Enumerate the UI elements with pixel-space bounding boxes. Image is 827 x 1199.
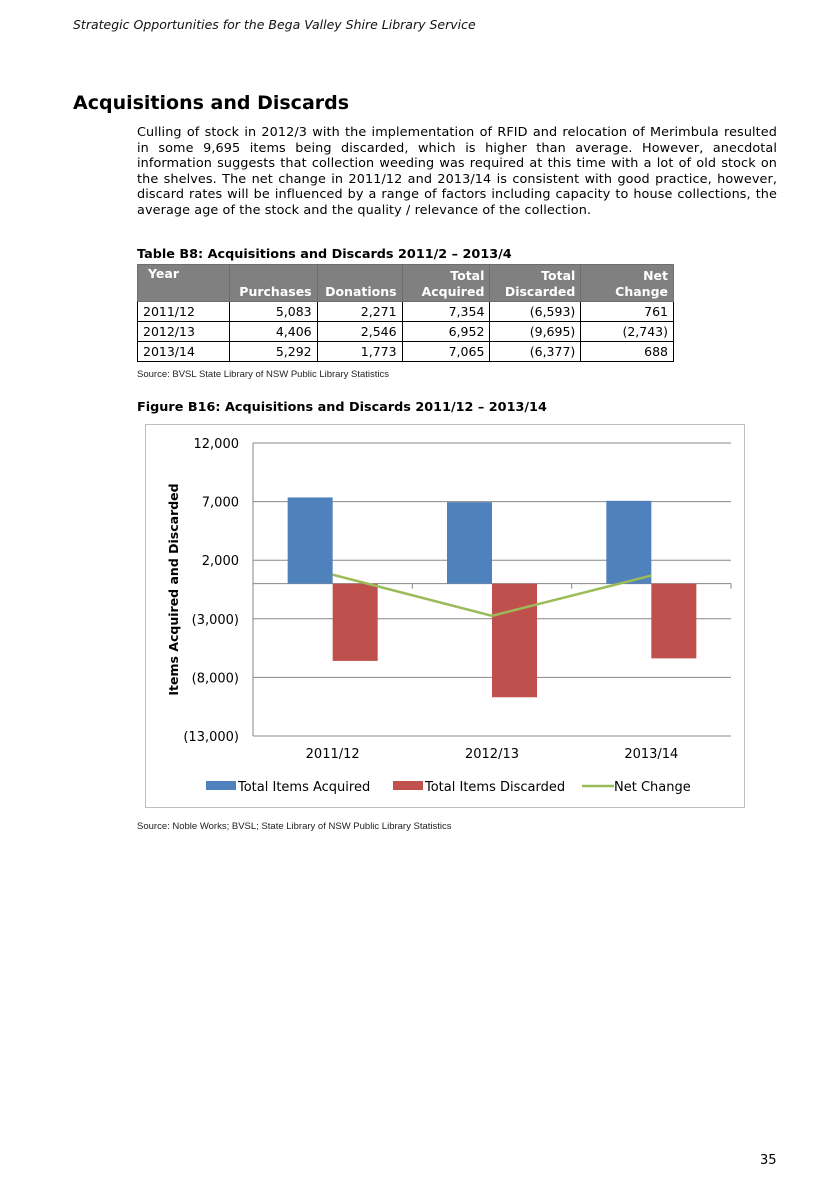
table-source-note: Source: BVSL State Library of NSW Public Library Statistics bbox=[137, 369, 390, 380]
x-tick-label: 2012/13 bbox=[464, 747, 520, 762]
table-cell: 4,406 bbox=[229, 322, 317, 342]
table-cell: (6,593) bbox=[490, 302, 581, 322]
acquired-bar bbox=[606, 501, 651, 584]
table-row bbox=[138, 322, 674, 342]
table-cell: 688 bbox=[581, 342, 674, 362]
header-total-discarded: Total Discarded bbox=[490, 265, 581, 302]
discarded-bar bbox=[651, 584, 696, 659]
section-title: Acquisitions and Discards bbox=[73, 92, 350, 114]
header-year: Year bbox=[138, 265, 230, 302]
table-cell: 761 bbox=[581, 302, 674, 322]
header-purchases: Purchases bbox=[229, 265, 317, 302]
legend-discarded-swatch bbox=[393, 781, 423, 790]
legend-acquired-swatch bbox=[206, 781, 236, 790]
table-cell: 6,952 bbox=[402, 322, 490, 342]
acquired-bar bbox=[447, 502, 492, 583]
header-total-acquired: Total Acquired bbox=[402, 265, 490, 302]
header-donations: Donations bbox=[317, 265, 402, 302]
running-header: Strategic Opportunities for the Bega Valley Shire Library Service bbox=[73, 17, 476, 32]
page-number: 35 bbox=[760, 1153, 777, 1168]
y-tick-label: 7,000 bbox=[201, 495, 239, 511]
y-tick-label: 2,000 bbox=[201, 554, 239, 570]
legend-net-change-label: Net Change bbox=[614, 780, 691, 795]
table-cell: (9,695) bbox=[490, 322, 581, 342]
legend-discarded-label: Total Items Discarded bbox=[425, 780, 566, 795]
legend-acquired-label: Total Items Acquired bbox=[238, 780, 371, 795]
header-net-change: Net Change bbox=[581, 265, 674, 302]
y-tick-label: (8,000) bbox=[191, 671, 239, 687]
table-cell: 5,292 bbox=[229, 342, 317, 362]
y-tick-label: (3,000) bbox=[191, 612, 239, 628]
table-cell: 2,546 bbox=[317, 322, 402, 342]
chart-frame bbox=[145, 424, 745, 808]
table-header-row bbox=[138, 265, 674, 302]
table-cell: 5,083 bbox=[229, 302, 317, 322]
y-tick-label: 12,000 bbox=[193, 437, 239, 452]
table-cell: (2,743) bbox=[581, 322, 674, 342]
discarded-bar bbox=[333, 584, 378, 661]
acquisitions-table bbox=[137, 264, 674, 362]
acquisitions-chart bbox=[146, 425, 744, 807]
figure-source-note: Source: Noble Works; BVSL; State Library of NSW Public Library Statistics bbox=[137, 821, 452, 832]
discarded-bar bbox=[492, 584, 537, 698]
table-row bbox=[138, 342, 674, 362]
acquired-bar bbox=[288, 497, 333, 583]
figure-caption: Figure B16: Acquisitions and Discards 2011/12 – 2013/14 bbox=[137, 400, 547, 415]
y-axis-label: Items Acquired and Discarded bbox=[166, 483, 181, 696]
table-cell: 1,773 bbox=[317, 342, 402, 362]
table-cell: 2013/14 bbox=[138, 342, 230, 362]
x-tick-label: 2011/12 bbox=[305, 747, 360, 762]
table-cell: 7,354 bbox=[402, 302, 490, 322]
body-paragraph: Culling of stock in 2012/3 with the implementation of RFID and relocation of Merimbula resulted in some 9,695 items being discarded, which is higher than average. However, anecdotal information suggests that collection weeding was required at this time with a lot of old stock on the shelves. The net change in 2011/12 and 2013/14 is consistent with good practice, however, discard rates will be influenced by a range of factors including capacity to house collections, the average age of the stock and the quality / relevance of the collection. bbox=[137, 125, 777, 218]
table-cell: 2012/13 bbox=[138, 322, 230, 342]
y-tick-label: (13,000) bbox=[183, 730, 239, 745]
table-row bbox=[138, 302, 674, 322]
table-cell: (6,377) bbox=[490, 342, 581, 362]
table-cell: 7,065 bbox=[402, 342, 490, 362]
x-tick-label: 2013/14 bbox=[624, 747, 679, 762]
table-cell: 2011/12 bbox=[138, 302, 230, 322]
table-caption: Table B8: Acquisitions and Discards 2011/2 – 2013/4 bbox=[137, 247, 512, 262]
table-cell: 2,271 bbox=[317, 302, 402, 322]
